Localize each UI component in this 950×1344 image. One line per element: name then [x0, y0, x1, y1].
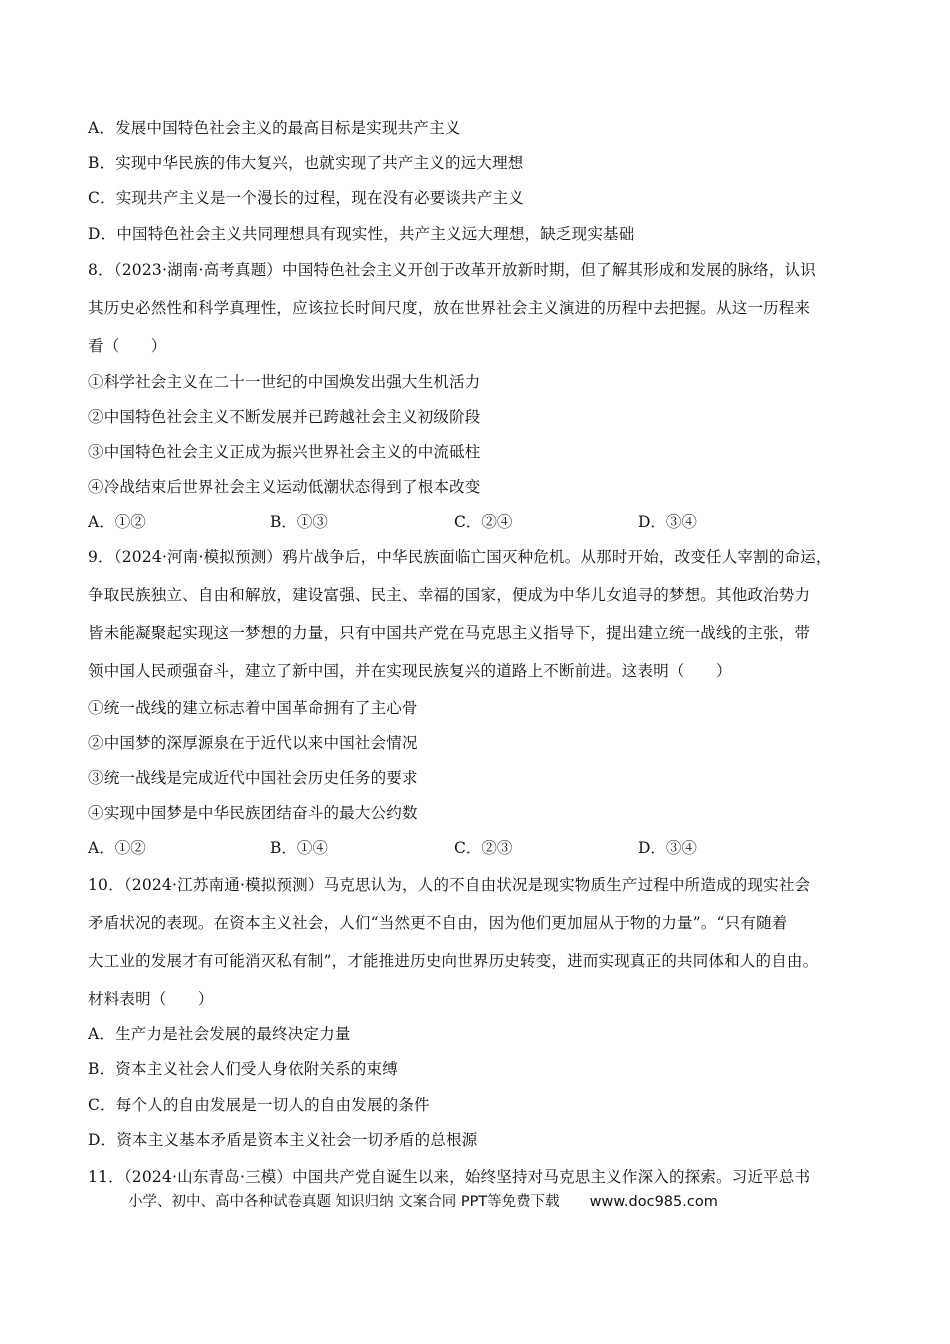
q10-option-a: A．生产力是社会发展的最终决定力量 — [88, 1025, 351, 1043]
q8-option-d: D．③④ — [638, 513, 697, 531]
q9-option-a: A．①② — [88, 839, 146, 857]
q9-option-d: D．③④ — [638, 839, 697, 857]
q10-stem-line: 材料表明（ ） — [88, 990, 214, 1008]
q10-stem-line: 矛盾状况的表现。在资本主义社会，人们“当然更不自由，因为他们更加屈从于物的力量”。“只有随着 — [88, 914, 788, 932]
q8-option-b: B．①③ — [270, 513, 328, 531]
q9-option-c: C．②③ — [454, 839, 513, 857]
q8-option-a: A．①② — [88, 513, 146, 531]
q10-stem-line: 大工业的发展才有可能消灭私有制”，才能推进历史向世界历史转变，进而实现真正的共同体和人的自由。 — [88, 952, 819, 970]
footer-site-link[interactable]: www.doc985.com — [589, 1194, 718, 1210]
q8-item: ④冷战结束后世界社会主义运动低潮状态得到了根本改变 — [88, 478, 481, 496]
q8-stem-line: 8．（2023·湖南·高考真题）中国特色社会主义开创于改革开放新时期，但了解其形成和发展的脉络，认识 — [88, 261, 816, 279]
q9-option-b: B．①④ — [270, 839, 328, 857]
page-footer — [128, 1192, 718, 1212]
q7-option-c: C．实现共产主义是一个漫长的过程，现在没有必要谈共产主义 — [88, 189, 524, 207]
q9-stem-line: 争取民族独立、自由和解放，建设富强、民主、幸福的国家，便成为中华儿女追寻的梦想。其他政治势力 — [88, 586, 811, 604]
q7-option-d: D．中国特色社会主义共同理想具有现实性，共产主义远大理想，缺乏现实基础 — [88, 225, 635, 243]
q7-option-b: B．实现中华民族的伟大复兴，也就实现了共产主义的远大理想 — [88, 154, 524, 172]
q8-item: ③中国特色社会主义正成为振兴世界社会主义的中流砥柱 — [88, 443, 481, 461]
q8-item: ②中国特色社会主义不断发展并已跨越社会主义初级阶段 — [88, 408, 481, 426]
q9-item: ③统一战线是完成近代中国社会历史任务的要求 — [88, 769, 418, 787]
q9-item: ②中国梦的深厚源泉在于近代以来中国社会情况 — [88, 734, 418, 752]
footer-text: 小学、初中、高中各种试卷真题 知识归纳 文案合同 PPT等免费下载 — [128, 1194, 560, 1210]
q9-stem-line: 9．（2024·河南·模拟预测）鸦片战争后，中华民族面临亡国灭种危机。从那时开始，改变任人宰割的命运， — [88, 548, 832, 566]
q11-stem-line: 11．（2024·山东青岛·三模）中国共产党自诞生以来，始终坚持对马克思主义作深入的探索。习近平总书 — [88, 1168, 811, 1186]
q10-option-d: D．资本主义基本矛盾是资本主义社会一切矛盾的总根源 — [88, 1131, 478, 1149]
q9-item: ①统一战线的建立标志着中国革命拥有了主心骨 — [88, 699, 418, 717]
q7-option-a: A．发展中国特色社会主义的最高目标是实现共产主义 — [88, 119, 461, 137]
q8-stem-line: 看（ ） — [88, 337, 167, 355]
q9-item: ④实现中国梦是中华民族团结奋斗的最大公约数 — [88, 804, 418, 822]
q8-item: ①科学社会主义在二十一世纪的中国焕发出强大生机活力 — [88, 373, 481, 391]
q8-option-c: C．②④ — [454, 513, 513, 531]
q10-option-c: C．每个人的自由发展是一切人的自由发展的条件 — [88, 1096, 430, 1114]
q9-stem-line: 皆未能凝聚起实现这一梦想的力量，只有中国共产党在马克思主义指导下，提出建立统一战线的主张，带 — [88, 624, 811, 642]
q8-stem-line: 其历史必然性和科学真理性，应该拉长时间尺度，放在世界社会主义演进的历程中去把握。从这一历程来 — [88, 299, 811, 317]
q10-option-b: B．资本主义社会人们受人身依附关系的束缚 — [88, 1060, 398, 1078]
q10-stem-line: 10．（2024·江苏南通·模拟预测）马克思认为，人的不自由状况是现实物质生产过程中所造成的现实社会 — [88, 876, 811, 894]
q9-stem-line: 领中国人民顽强奋斗，建立了新中国，并在实现民族复兴的道路上不断前进。这表明（ ） — [88, 662, 732, 680]
